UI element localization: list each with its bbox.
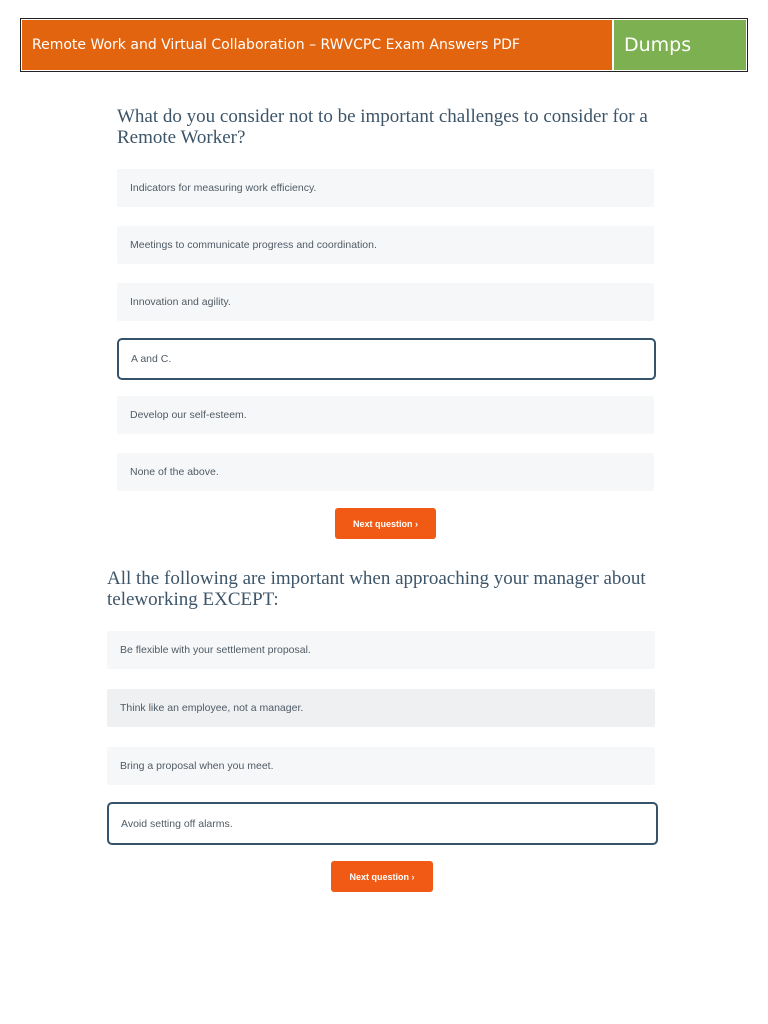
q1-option-6[interactable]: None of the above.	[117, 453, 654, 491]
q1-option-5[interactable]: Develop our self-esteem.	[117, 396, 654, 434]
q2-option-3[interactable]: Bring a proposal when you meet.	[107, 747, 655, 785]
q1-option-4-selected[interactable]: A and C.	[117, 338, 656, 380]
header-title: Remote Work and Virtual Collaboration – RWVCPC Exam Answers PDF	[22, 20, 612, 70]
q2-option-1[interactable]: Be flexible with your settlement proposal.	[107, 631, 655, 669]
header-tag: Dumps	[614, 20, 746, 70]
next-question-button-2[interactable]: Next question ›	[331, 861, 433, 892]
question-1-text: What do you consider not to be important challenges to consider for a Remote Worker?	[117, 106, 648, 148]
page-header	[20, 18, 748, 72]
q1-option-3[interactable]: Innovation and agility.	[117, 283, 654, 321]
q2-option-2[interactable]: Think like an employee, not a manager.	[107, 689, 655, 727]
q2-option-4-selected[interactable]: Avoid setting off alarms.	[107, 802, 658, 845]
q1-option-1[interactable]: Indicators for measuring work efficiency.	[117, 169, 654, 207]
question-2-text: All the following are important when approaching your manager about teleworking EXCEPT:	[107, 568, 646, 610]
q1-option-2[interactable]: Meetings to communicate progress and coordination.	[117, 226, 654, 264]
next-question-button-1[interactable]: Next question ›	[335, 508, 436, 539]
